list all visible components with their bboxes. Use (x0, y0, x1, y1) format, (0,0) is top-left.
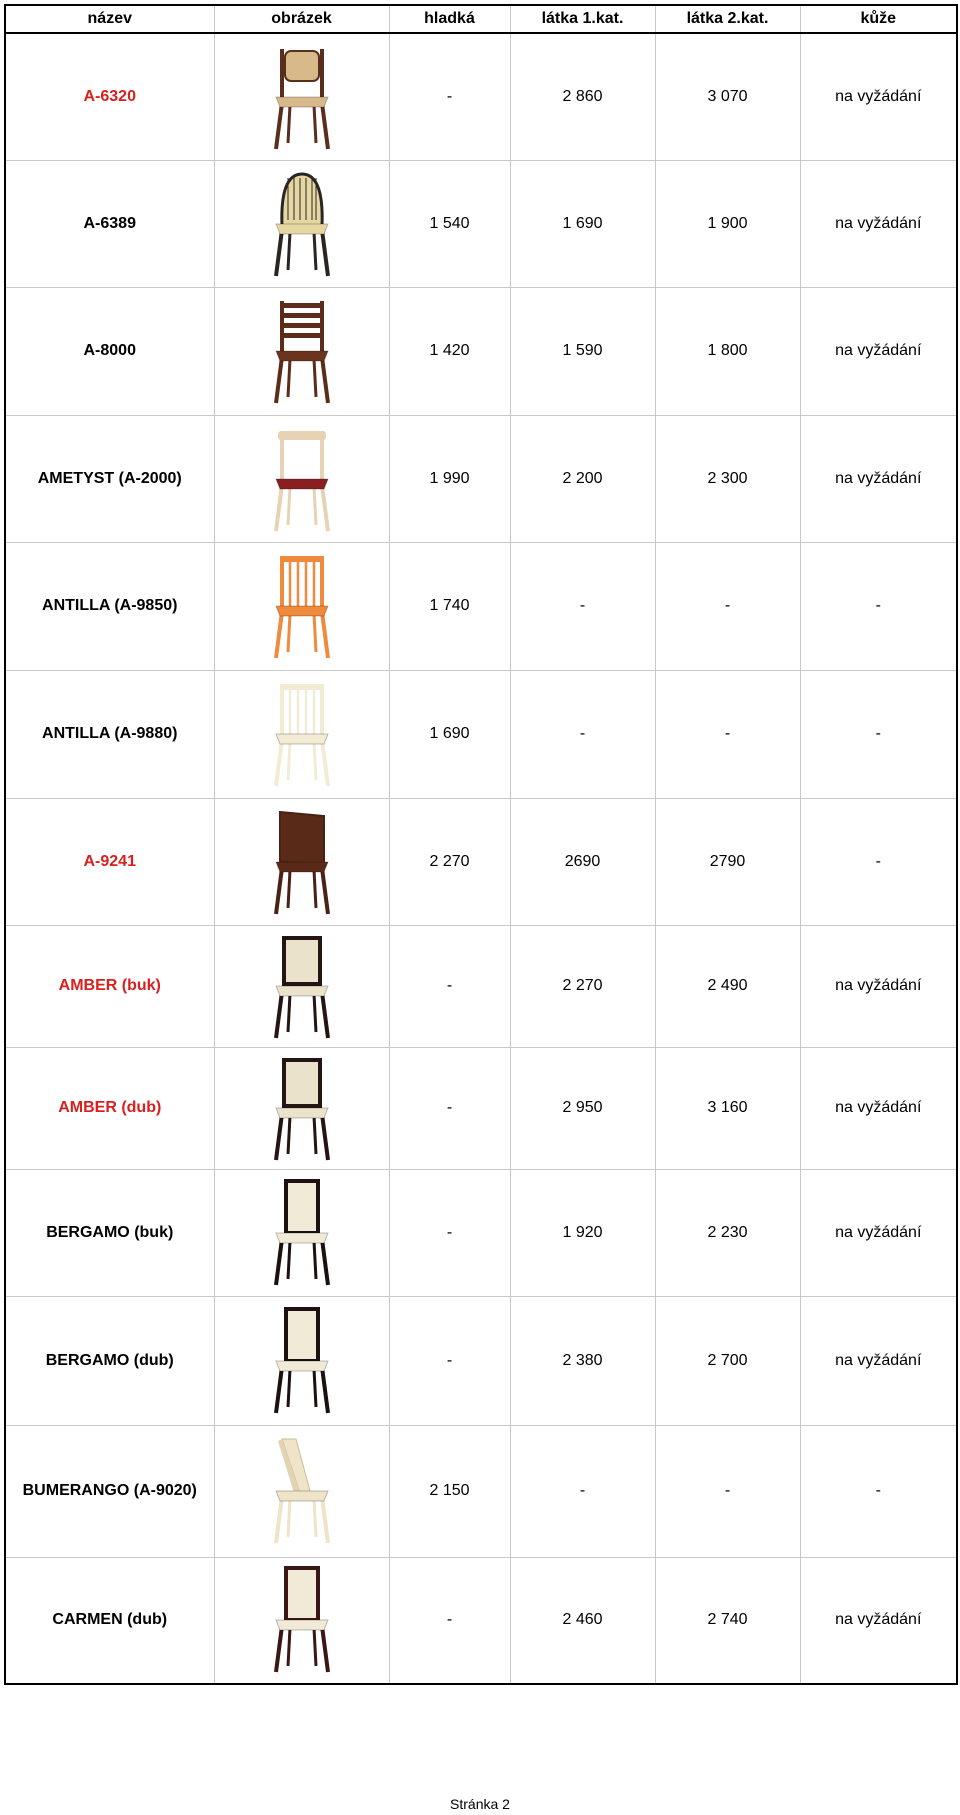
cell-hladka: 1 740 (389, 542, 510, 670)
cell-nazev: AMBER (dub) (5, 1047, 214, 1169)
chair-antilla-9880-icon (215, 678, 389, 790)
cell-obrazek (214, 160, 389, 287)
cell-nazev: BERGAMO (buk) (5, 1169, 214, 1296)
table-header-row (5, 5, 957, 33)
price-table (4, 4, 958, 1685)
page-number: Stránka 2 (450, 1796, 510, 1812)
cell-latka-1-kat: 2 950 (510, 1047, 655, 1169)
cell-hladka: - (389, 1557, 510, 1684)
table-row (5, 1425, 957, 1557)
cell-obrazek (214, 1169, 389, 1296)
cell-latka-2-kat: 1 800 (655, 287, 800, 415)
chair-ametyst-icon (215, 423, 389, 535)
cell-obrazek (214, 798, 389, 925)
cell-latka-2-kat: 2 230 (655, 1169, 800, 1296)
cell-hladka: 1 540 (389, 160, 510, 287)
cell-latka-1-kat: 2 460 (510, 1557, 655, 1684)
cell-obrazek (214, 1425, 389, 1557)
cell-latka-2-kat: 3 160 (655, 1047, 800, 1169)
cell-nazev: BUMERANGO (A-9020) (5, 1425, 214, 1557)
table-row (5, 1169, 957, 1296)
table-row (5, 798, 957, 925)
cell-kuze: na vyžádání (800, 1296, 957, 1425)
cell-hladka: - (389, 1169, 510, 1296)
cell-latka-2-kat: - (655, 1425, 800, 1557)
cell-kuze: na vyžádání (800, 1557, 957, 1684)
cell-hladka: 1 420 (389, 287, 510, 415)
cell-latka-2-kat: 1 900 (655, 160, 800, 287)
cell-obrazek (214, 415, 389, 542)
chair-bergamo-buk-icon (215, 1177, 389, 1289)
cell-nazev: A-6320 (5, 33, 214, 160)
chair-bergamo-dub-icon (215, 1305, 389, 1417)
chair-antilla-9850-icon (215, 550, 389, 662)
chair-a8000-icon (215, 295, 389, 407)
table-row (5, 1047, 957, 1169)
cell-hladka: - (389, 1047, 510, 1169)
cell-latka-1-kat: 1 590 (510, 287, 655, 415)
header-latka-2-kat: látka 2.kat. (655, 5, 800, 33)
cell-obrazek (214, 542, 389, 670)
cell-hladka: 2 150 (389, 1425, 510, 1557)
header-kuze: kůže (800, 5, 957, 33)
cell-kuze: - (800, 670, 957, 798)
cell-obrazek (214, 1047, 389, 1169)
cell-latka-1-kat: 2690 (510, 798, 655, 925)
cell-obrazek (214, 1296, 389, 1425)
cell-latka-2-kat: - (655, 542, 800, 670)
cell-latka-2-kat: 2 740 (655, 1557, 800, 1684)
table-row (5, 287, 957, 415)
header-hladka: hladká (389, 5, 510, 33)
cell-obrazek (214, 925, 389, 1047)
chair-amber-dub-icon (215, 1052, 389, 1164)
cell-nazev: ANTILLA (A-9850) (5, 542, 214, 670)
cell-hladka: 1 990 (389, 415, 510, 542)
table-row (5, 542, 957, 670)
cell-hladka: - (389, 1296, 510, 1425)
table-row (5, 160, 957, 287)
cell-latka-2-kat: 2 490 (655, 925, 800, 1047)
chair-carmen-icon (215, 1564, 389, 1676)
cell-kuze: na vyžádání (800, 1169, 957, 1296)
cell-latka-1-kat: - (510, 1425, 655, 1557)
table-row (5, 1296, 957, 1425)
table-row (5, 1557, 957, 1684)
cell-latka-2-kat: 2 700 (655, 1296, 800, 1425)
cell-latka-2-kat: 3 070 (655, 33, 800, 160)
cell-nazev: A-6389 (5, 160, 214, 287)
cell-nazev: ANTILLA (A-9880) (5, 670, 214, 798)
header-obrazek: obrázek (214, 5, 389, 33)
chair-a6320-icon (215, 41, 389, 153)
cell-nazev: AMETYST (A-2000) (5, 415, 214, 542)
cell-latka-1-kat: 2 200 (510, 415, 655, 542)
cell-latka-2-kat: 2 300 (655, 415, 800, 542)
cell-latka-1-kat: 1 690 (510, 160, 655, 287)
chair-a9241-icon (215, 806, 389, 918)
cell-nazev: A-9241 (5, 798, 214, 925)
cell-hladka: 1 690 (389, 670, 510, 798)
cell-latka-1-kat: 2 860 (510, 33, 655, 160)
cell-hladka: - (389, 33, 510, 160)
cell-kuze: na vyžádání (800, 33, 957, 160)
cell-obrazek (214, 1557, 389, 1684)
cell-latka-2-kat: - (655, 670, 800, 798)
cell-latka-2-kat: 2790 (655, 798, 800, 925)
cell-obrazek (214, 287, 389, 415)
cell-kuze: na vyžádání (800, 415, 957, 542)
cell-latka-1-kat: - (510, 670, 655, 798)
cell-obrazek (214, 33, 389, 160)
cell-latka-1-kat: - (510, 542, 655, 670)
chair-bumerango-icon (215, 1435, 389, 1547)
cell-latka-1-kat: 2 270 (510, 925, 655, 1047)
cell-latka-1-kat: 1 920 (510, 1169, 655, 1296)
chair-amber-buk-icon (215, 930, 389, 1042)
cell-kuze: - (800, 798, 957, 925)
header-latka-1-kat: látka 1.kat. (510, 5, 655, 33)
table-row (5, 33, 957, 160)
header-nazev: název (5, 5, 214, 33)
cell-hladka: - (389, 925, 510, 1047)
cell-latka-1-kat: 2 380 (510, 1296, 655, 1425)
cell-kuze: - (800, 1425, 957, 1557)
cell-kuze: na vyžádání (800, 925, 957, 1047)
table-row (5, 415, 957, 542)
cell-nazev: CARMEN (dub) (5, 1557, 214, 1684)
chair-a6389-icon (215, 168, 389, 280)
cell-kuze: na vyžádání (800, 287, 957, 415)
cell-kuze: - (800, 542, 957, 670)
cell-nazev: BERGAMO (dub) (5, 1296, 214, 1425)
cell-kuze: na vyžádání (800, 160, 957, 287)
cell-hladka: 2 270 (389, 798, 510, 925)
cell-nazev: A-8000 (5, 287, 214, 415)
cell-nazev: AMBER (buk) (5, 925, 214, 1047)
table-row (5, 925, 957, 1047)
cell-obrazek (214, 670, 389, 798)
cell-kuze: na vyžádání (800, 1047, 957, 1169)
table-row (5, 670, 957, 798)
